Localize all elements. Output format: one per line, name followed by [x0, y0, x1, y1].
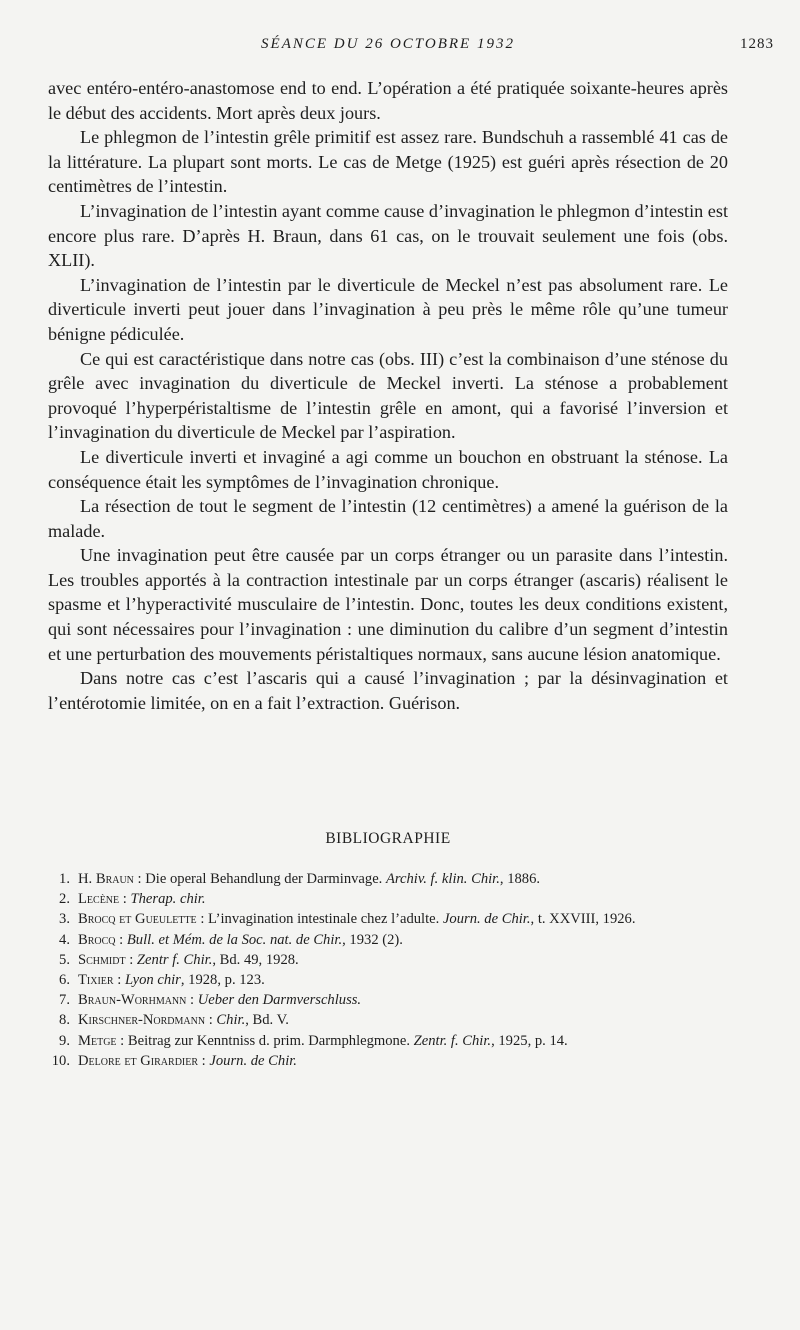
- entry-number: 6.: [59, 971, 70, 988]
- paragraph: avec entéro-entéro-anastomose end to end. L’opération a été pratiquée soixante-heures après le début des accidents. Mort après deux jours.: [48, 78, 728, 123]
- bibliography-title: BIBLIOGRAPHIE: [325, 830, 451, 847]
- entry-author: Delore et Girardier: [78, 1052, 199, 1069]
- paragraph: Le phlegmon de l’intestin grêle primitif est assez rare. Bundschuh a rassemblé 41 cas de la littérature. La plupart sont morts. Le cas de Metge (1925) est guéri après résection de 20 centimètres de l’intestin.: [48, 127, 728, 197]
- entry-author: Braun-Worhmann: [78, 992, 187, 1009]
- entry-separator: :: [115, 931, 127, 948]
- entry-author: Schmidt: [78, 951, 126, 968]
- bibliography-entry: [48, 951, 728, 970]
- entry-tail: , Bd. 49, 1928.: [212, 951, 299, 968]
- entry-separator: :: [205, 1012, 217, 1029]
- entry-author: Kirschner-Nordmann: [78, 1012, 206, 1029]
- entry-text: Beitrag zur Kenntniss d. prim. Darmphlegmone.: [127, 1032, 414, 1049]
- bibliography-entry: [48, 1032, 728, 1051]
- body-text: [48, 76, 728, 715]
- entry-separator: :: [133, 871, 146, 887]
- entry-number: 4.: [59, 931, 70, 948]
- running-header: [48, 36, 774, 56]
- entry-number: 3.: [59, 911, 70, 928]
- entry-author: Lecène: [78, 891, 120, 908]
- running-title: SÉANCE DU 26 OCTOBRE 1932: [261, 36, 515, 52]
- entry-separator: :: [125, 951, 137, 968]
- bibliography-entry: [48, 971, 728, 990]
- entry-number: 5.: [59, 951, 70, 968]
- entry-source: Zentr. f. Chir.: [413, 1032, 492, 1049]
- entry-source: Zentr f. Chir.: [136, 951, 213, 968]
- entry-separator: :: [198, 1052, 210, 1069]
- entry-source: Chir.: [216, 1012, 246, 1029]
- paragraph: Une invagination peut être causée par un corps étranger ou un parasite dans l’intestin. Les troubles apportés à la contraction intestinale par un corps étranger (ascaris) réalisent le spasme et l’hyperactivité musculaire de l’intestin. Donc, toutes les deux conditions existent, qui sont nécessaires pour l’invagination : une diminution du calibre d’un segment d’intestin et une perturbation des mouvements péristaltiques normaux, sans aucune lésion anatomique.: [48, 545, 728, 664]
- entry-tail: , 1928, p. 123.: [180, 971, 265, 988]
- entry-text: L’invagination intestinale chez l’adulte.: [208, 911, 443, 928]
- bibliography-entry: [48, 870, 728, 889]
- entry-tail: , 1886.: [499, 871, 541, 887]
- bibliography-entry: [48, 1011, 728, 1030]
- entry-number: 10.: [51, 1052, 70, 1069]
- paragraph: La résection de tout le segment de l’intestin (12 centimètres) a amené la guérison de la malade.: [48, 496, 728, 541]
- entry-source: Journ. de Chir.: [442, 911, 531, 928]
- entry-source: Archiv. f. klin. Chir.: [385, 871, 500, 887]
- entry-separator: :: [186, 992, 198, 1009]
- entry-number: 7.: [59, 992, 70, 1009]
- bibliography-entry: [48, 890, 728, 909]
- bibliography-list: [48, 870, 728, 1072]
- entry-separator: :: [119, 891, 131, 908]
- entry-separator: :: [116, 1032, 128, 1049]
- entry-separator: :: [113, 971, 125, 988]
- page-number: 1283: [740, 36, 774, 52]
- entry-tail: , t. XXVIII, 1926.: [530, 911, 636, 928]
- entry-separator: :: [196, 911, 209, 928]
- entry-source: Lyon chir: [124, 971, 181, 988]
- bibliography-entry: [48, 931, 728, 950]
- entry-source: Journ. de Chir.: [209, 1052, 297, 1069]
- paragraph: Ce qui est caractéristique dans notre cas (obs. III) c’est la combinaison d’une sténose du grêle avec invagination du diverticule de Meckel inverti. La sténose a probablement provoqué l’hyperpéristaltisme de l’intestin grêle en amont, qui a favorisé l’inversion et l’invagination du diverticule de Meckel par l’aspiration.: [48, 348, 728, 443]
- bibliography-entry: [48, 1052, 728, 1071]
- entry-text: Die operal Behandlung der Darminvage.: [145, 871, 386, 887]
- entry-author: Tixier: [78, 971, 114, 988]
- bibliography-entry: [48, 910, 728, 929]
- entry-tail: , Bd. V.: [245, 1012, 289, 1029]
- entry-author: Metge: [78, 1032, 117, 1049]
- entry-number: 2.: [59, 891, 70, 908]
- entry-tail: , 1932 (2).: [342, 931, 403, 948]
- paragraph: Dans notre cas c’est l’ascaris qui a causé l’invagination ; par la désinvagination et l’entérotomie limitée, on en a fait l’extraction. Guérison.: [48, 668, 728, 713]
- entry-author: H. Braun: [78, 871, 134, 887]
- paragraph: L’invagination de l’intestin ayant comme cause d’invagination le phlegmon d’intestin est encore plus rare. D’après H. Braun, dans 61 cas, on le trouvait seulement une fois (obs. XLII).: [48, 200, 728, 271]
- entry-source: Ueber den Darmverschluss.: [197, 992, 362, 1009]
- bibliography-entry: [48, 991, 728, 1010]
- entry-tail: , 1925, p. 14.: [491, 1032, 568, 1049]
- entry-number: 1.: [59, 871, 70, 887]
- entry-source: Therap. chir.: [130, 891, 206, 908]
- entry-author: Brocq: [78, 931, 116, 948]
- paragraph: Le diverticule inverti et invaginé a agi comme un bouchon en obstruant la sténose. La conséquence était les symptômes de l’invagination chronique.: [48, 446, 728, 492]
- entry-number: 9.: [59, 1032, 70, 1049]
- entry-source: Bull. et Mém. de la Soc. nat. de Chir.: [126, 931, 343, 948]
- entry-number: 8.: [59, 1012, 70, 1029]
- entry-author: Brocq et Gueulette: [78, 911, 197, 928]
- paragraph: L’invagination de l’intestin par le diverticule de Meckel n’est pas absolument rare. Le diverticule inverti peut jouer dans l’invagination à peu près le même rôle qu’une tumeur bénigne pédiculée.: [48, 274, 728, 344]
